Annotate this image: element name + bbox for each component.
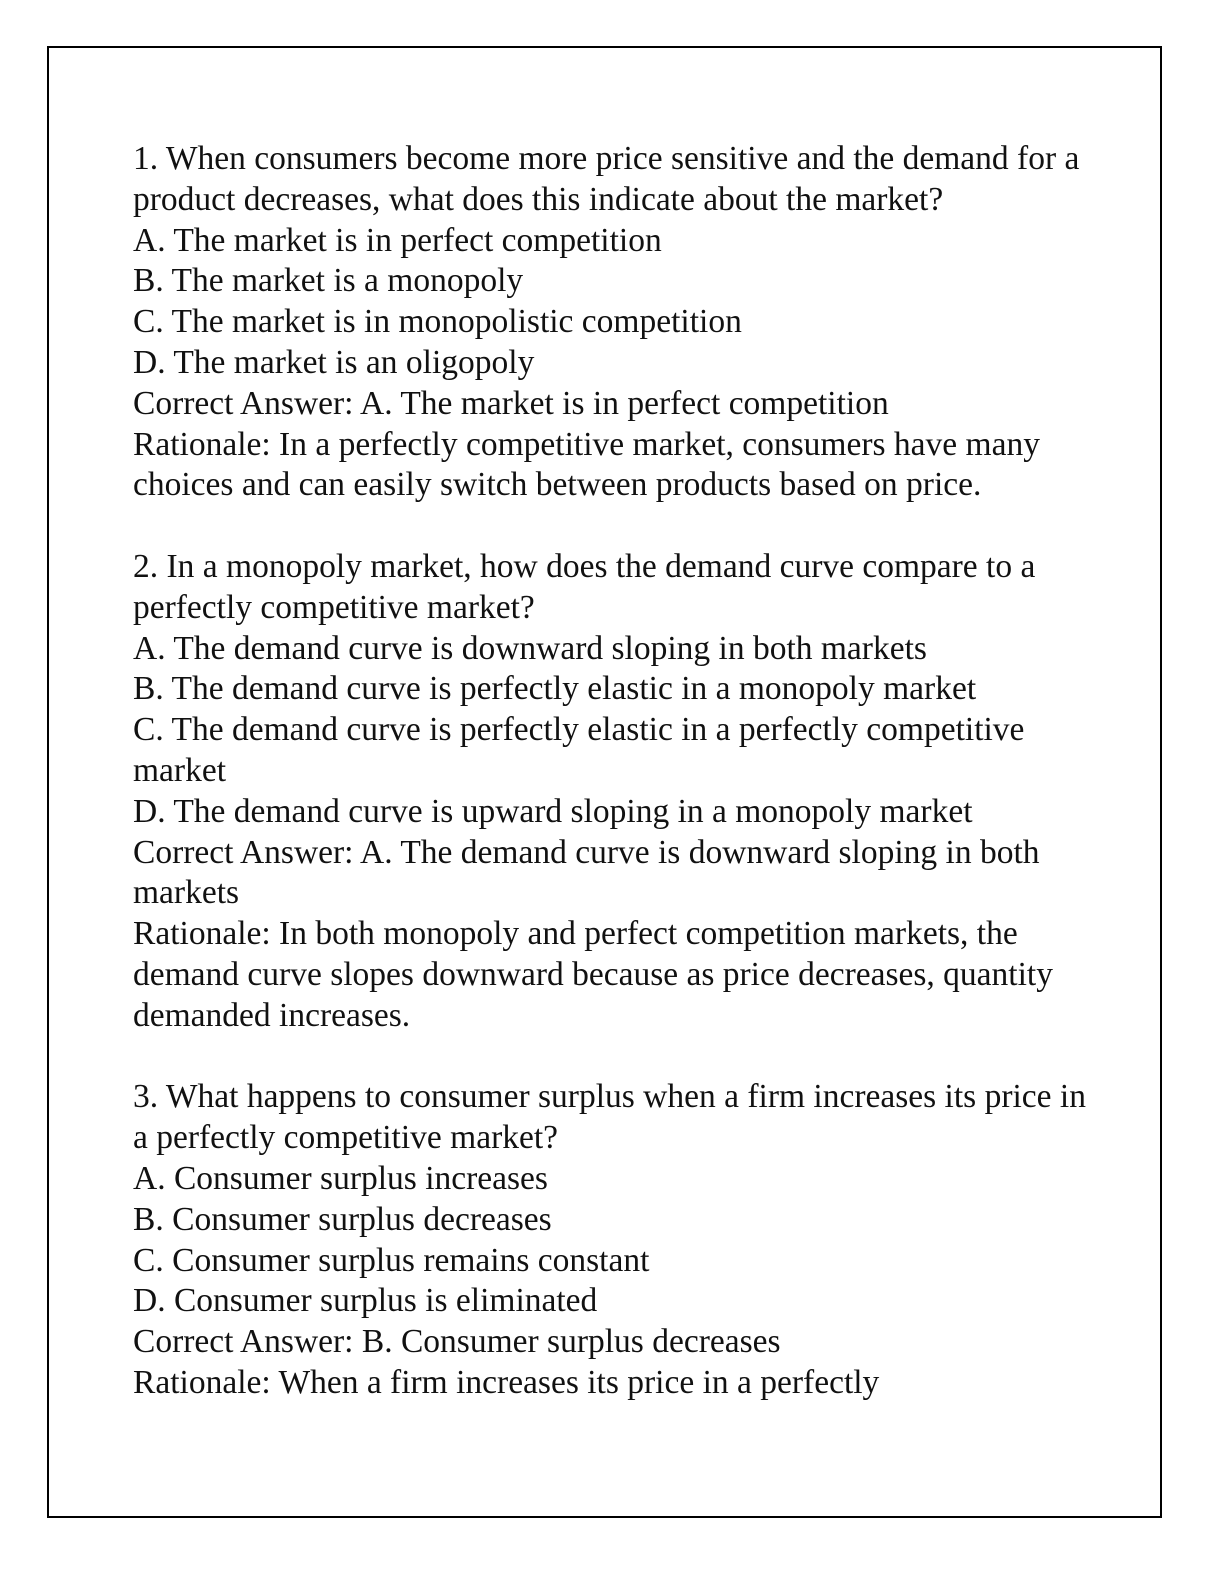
option-d: D. The demand curve is upward sloping in a monopoly market <box>133 792 973 830</box>
correct-answer: Correct Answer: B. Consumer surplus decreases <box>133 1323 781 1361</box>
option-a: A. The market is in perfect competition <box>133 221 662 259</box>
option-b: B. The market is a monopoly <box>133 262 524 300</box>
question-2 <box>133 547 1093 1037</box>
correct-answer: Correct Answer: A. The demand curve is downward sloping in both markets <box>133 833 1040 912</box>
question-prompt: 1. When consumers become more price sensitive and the demand for a product decreases, what does this indicate about the market? <box>133 140 1080 218</box>
option-c: C. Consumer surplus remains constant <box>133 1241 650 1279</box>
rationale: Rationale: In a perfectly competitive market, consumers have many choices and can easily switch between products based on price. <box>133 425 1040 504</box>
option-c: C. The market is in monopolistic competition <box>133 303 742 341</box>
option-b: B. Consumer surplus decreases <box>133 1200 552 1238</box>
question-prompt: 2. In a monopoly market, how does the demand curve compare to a perfectly competitive market? <box>133 547 1036 626</box>
rationale: Rationale: In both monopoly and perfect competition markets, the demand curve slopes downward because as price decreases, quantity demanded increases. <box>133 915 1053 1034</box>
option-d: D. Consumer surplus is eliminated <box>133 1282 598 1320</box>
document-body <box>133 139 1093 1445</box>
option-b: B. The demand curve is perfectly elastic in a monopoly market <box>133 670 977 708</box>
correct-answer: Correct Answer: A. The market is in perfect competition <box>133 384 889 422</box>
option-d: D. The market is an oligopoly <box>133 343 535 381</box>
rationale: Rationale: When a firm increases its price in a perfectly <box>133 1363 880 1401</box>
question-prompt: 3. What happens to consumer surplus when a firm increases its price in a perfectly competitive market? <box>133 1078 1086 1157</box>
question-1 <box>133 139 1093 506</box>
option-a: A. Consumer surplus increases <box>133 1159 548 1197</box>
option-a: A. The demand curve is downward sloping in both markets <box>133 629 927 667</box>
question-3 <box>133 1077 1093 1403</box>
option-c: C. The demand curve is perfectly elastic in a perfectly competitive market <box>133 711 1025 789</box>
